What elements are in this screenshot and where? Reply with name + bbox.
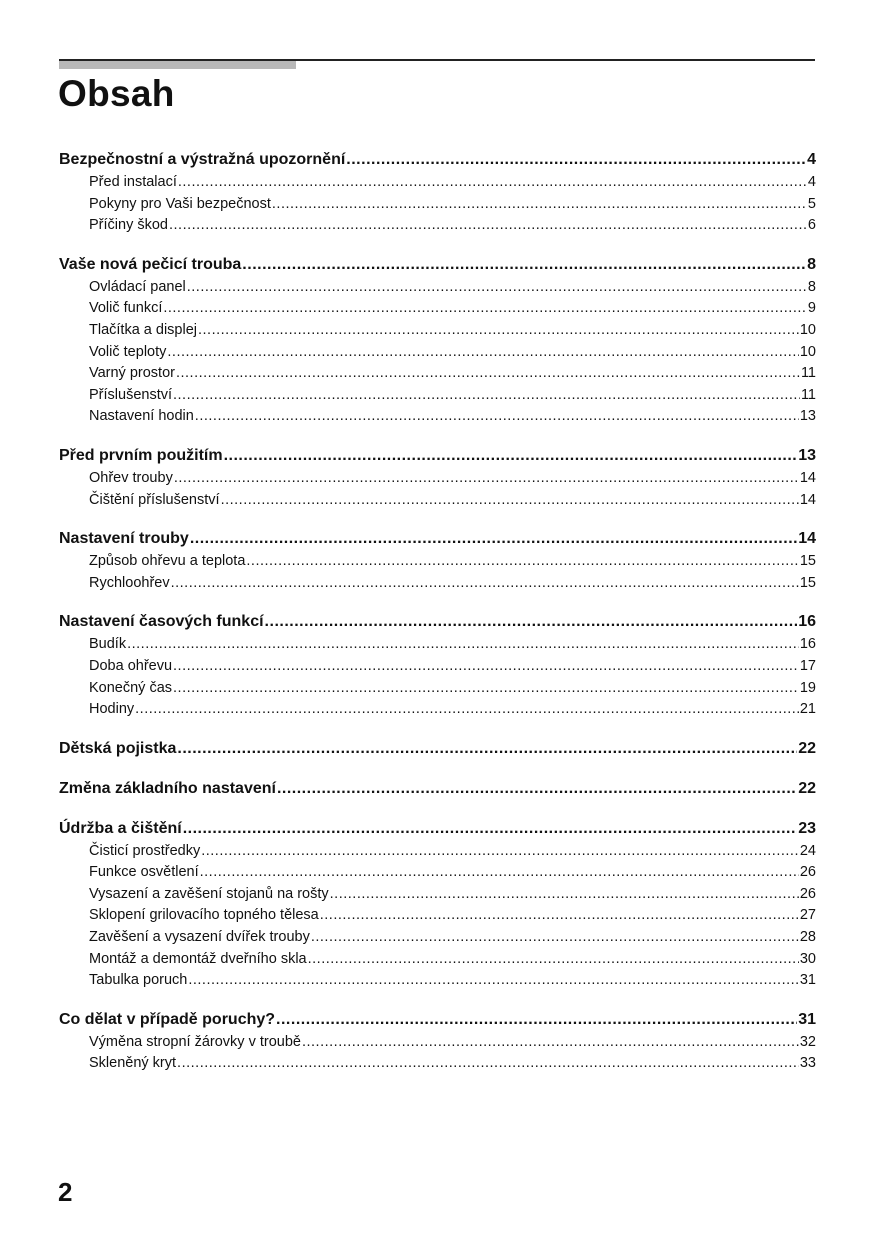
toc-entry[interactable] <box>59 363 816 385</box>
toc-leader-dots <box>169 215 807 237</box>
toc-entry-label: Tabulka poruch <box>89 972 188 989</box>
toc-leader-dots <box>173 385 800 407</box>
toc-leader-dots <box>176 363 800 385</box>
toc-entry-page: 26 <box>799 864 816 881</box>
toc-entry-label: Pokyny pro Vaši bezpečnost <box>89 195 271 212</box>
toc-section-heading[interactable] <box>59 148 816 172</box>
toc-section-title: Co dělat v případě poruchy? <box>59 1010 276 1028</box>
toc-entry[interactable] <box>59 215 816 237</box>
toc-entry[interactable] <box>59 927 816 949</box>
toc-section <box>59 148 816 237</box>
toc-entry-page: 8 <box>807 278 816 295</box>
toc-section <box>59 737 816 761</box>
toc-leader-dots <box>330 884 799 906</box>
toc-entry[interactable] <box>59 949 816 971</box>
toc-entry-label: Výměna stropní žárovky v troubě <box>89 1033 301 1050</box>
toc-entry-page: 17 <box>799 657 816 674</box>
toc-entry-label: Funkce osvětlení <box>89 864 199 881</box>
toc-leader-dots <box>277 777 797 801</box>
toc-entry[interactable] <box>59 573 816 595</box>
toc-entry-label: Zavěšení a vysazení dvířek trouby <box>89 929 310 946</box>
toc-leader-dots <box>177 1053 799 1075</box>
toc-entry[interactable] <box>59 1032 816 1054</box>
toc-entry-page: 14 <box>799 469 816 486</box>
toc-entry-label: Volič funkcí <box>89 300 163 317</box>
toc-entry-label: Způsob ohřevu a teplota <box>89 553 246 570</box>
toc-entry[interactable] <box>59 905 816 927</box>
toc-section-heading[interactable] <box>59 777 816 801</box>
toc-entry-label: Budík <box>89 636 127 653</box>
toc-section-page: 23 <box>798 819 816 837</box>
toc-section-page: 31 <box>798 1010 816 1028</box>
toc-section-title: Nastavení časových funkcí <box>59 613 264 631</box>
toc-entry[interactable] <box>59 320 816 342</box>
toc-entry-page: 4 <box>807 174 816 190</box>
toc-entry[interactable] <box>59 406 816 428</box>
toc-section <box>59 444 816 511</box>
toc-entry-label: Volič teploty <box>89 343 167 360</box>
toc-section-title: Nastavení trouby <box>59 530 189 548</box>
toc-section-title: Údržba a čištění <box>59 819 182 837</box>
toc-leader-dots <box>221 490 799 512</box>
toc-entry[interactable] <box>59 841 816 863</box>
toc-entry-page: 24 <box>799 842 816 859</box>
toc-section-title: Dětská pojistka <box>59 739 177 757</box>
toc-entry-page: 13 <box>799 408 816 425</box>
toc-entry[interactable] <box>59 634 816 656</box>
toc-entry[interactable] <box>59 490 816 512</box>
toc-section-heading[interactable] <box>59 527 816 551</box>
toc-entry-label: Konečný čas <box>89 679 173 696</box>
toc-entry-label: Varný prostor <box>89 365 175 382</box>
toc-entry-page: 14 <box>799 491 816 508</box>
toc-leader-dots <box>308 949 799 971</box>
toc-entry-page: 15 <box>799 574 816 591</box>
toc-entry-label: Sklopení grilovacího topného tělesa <box>89 907 319 924</box>
toc-leader-dots <box>178 172 807 194</box>
toc-section-heading[interactable] <box>59 253 816 277</box>
toc-leader-dots <box>171 573 799 595</box>
toc-entry-label: Skleněný kryt <box>89 1055 177 1072</box>
toc-section <box>59 1008 816 1075</box>
toc-entry[interactable] <box>59 656 816 678</box>
toc-leader-dots <box>246 551 798 573</box>
page-number: 2 <box>58 1177 73 1207</box>
toc-entry-page: 28 <box>799 929 816 946</box>
toc-leader-dots <box>188 970 799 992</box>
toc-entry-label: Příslušenství <box>89 386 172 403</box>
toc-leader-dots <box>135 699 799 721</box>
toc-entry-label: Nastavení hodin <box>89 408 194 425</box>
toc-entry-page: 30 <box>799 950 816 967</box>
toc-section <box>59 527 816 594</box>
toc-leader-dots <box>173 656 799 678</box>
toc-entry-label: Ohřev trouby <box>89 469 173 486</box>
toc-leader-dots <box>187 277 807 299</box>
toc-entry-page: 27 <box>799 907 816 924</box>
table-of-contents <box>59 148 816 1091</box>
toc-leader-dots <box>302 1032 799 1054</box>
toc-entry-label: Rychloohřev <box>89 574 170 591</box>
toc-section-page: 14 <box>798 530 816 548</box>
toc-section <box>59 777 816 801</box>
toc-entry[interactable] <box>59 699 816 721</box>
toc-section-heading[interactable] <box>59 737 816 761</box>
toc-leader-dots <box>320 905 799 927</box>
toc-section-heading[interactable] <box>59 817 816 841</box>
toc-entry-label: Hodiny <box>89 701 135 718</box>
toc-section-title: Vaše nová pečicí trouba <box>59 255 242 273</box>
toc-section <box>59 253 816 428</box>
toc-section-title: Změna základního nastavení <box>59 779 276 797</box>
toc-entry-label: Čištění příslušenství <box>89 491 220 508</box>
toc-section <box>59 817 816 992</box>
toc-entry-page: 31 <box>799 972 816 989</box>
toc-section-heading[interactable] <box>59 444 816 468</box>
toc-entry[interactable] <box>59 970 816 992</box>
toc-section-title: Před prvním použitím <box>59 446 223 464</box>
toc-entry-label: Vysazení a zavěšení stojanů na rošty <box>89 885 329 902</box>
toc-entry[interactable] <box>59 551 816 573</box>
toc-section-page: 8 <box>807 255 816 273</box>
toc-leader-dots <box>265 610 798 634</box>
toc-entry-page: 9 <box>807 300 816 317</box>
toc-entry[interactable] <box>59 298 816 320</box>
toc-section-page: 22 <box>798 779 816 797</box>
toc-entry-page: 11 <box>800 386 816 403</box>
toc-entry-page: 19 <box>799 679 816 696</box>
toc-entry-page: 26 <box>799 885 816 902</box>
toc-leader-dots <box>174 468 799 490</box>
toc-entry-page: 21 <box>799 701 816 718</box>
toc-leader-dots <box>177 737 797 761</box>
toc-entry[interactable] <box>59 862 816 884</box>
toc-leader-dots <box>127 634 799 656</box>
toc-section-heading[interactable] <box>59 1008 816 1032</box>
toc-entry[interactable] <box>59 385 816 407</box>
toc-entry-label: Před instalací <box>89 174 177 190</box>
toc-entry-label: Ovládací panel <box>89 278 186 295</box>
toc-entry-page: 10 <box>799 321 816 338</box>
toc-section-page: 13 <box>798 446 816 464</box>
toc-entry[interactable] <box>59 1053 816 1075</box>
toc-leader-dots <box>173 678 799 700</box>
toc-leader-dots <box>200 862 799 884</box>
toc-leader-dots <box>272 194 807 216</box>
toc-leader-dots <box>276 1008 797 1032</box>
toc-entry-page: 5 <box>807 195 816 212</box>
toc-leader-dots <box>346 148 806 172</box>
toc-entry-label: Doba ohřevu <box>89 657 173 674</box>
toc-section-page: 4 <box>807 151 816 168</box>
toc-leader-dots <box>167 342 798 364</box>
toc-leader-dots <box>198 320 799 342</box>
toc-entry[interactable] <box>59 194 816 216</box>
toc-entry-page: 16 <box>799 636 816 653</box>
toc-leader-dots <box>224 444 798 468</box>
toc-entry[interactable] <box>59 342 816 364</box>
toc-section-page: 22 <box>798 739 816 757</box>
toc-leader-dots <box>163 298 807 320</box>
toc-entry-page: 32 <box>799 1033 816 1050</box>
toc-entry-label: Montáž a demontáž dveřního skla <box>89 950 307 967</box>
toc-leader-dots <box>183 817 798 841</box>
toc-entry[interactable] <box>59 277 816 299</box>
toc-entry-label: Tlačítka a displej <box>89 321 197 338</box>
toc-leader-dots <box>195 406 799 428</box>
toc-entry[interactable] <box>59 172 816 194</box>
toc-leader-dots <box>311 927 799 949</box>
toc-entry-page: 15 <box>799 553 816 570</box>
toc-section-title: Bezpečnostní a výstražná upozornění <box>59 151 346 168</box>
page-title: Obsah <box>58 73 175 114</box>
toc-leader-dots <box>201 841 799 863</box>
toc-entry[interactable] <box>59 468 816 490</box>
toc-entry-page: 6 <box>807 217 816 234</box>
toc-leader-dots <box>190 527 797 551</box>
toc-section-page: 16 <box>798 613 816 631</box>
toc-entry-page: 10 <box>799 343 816 360</box>
toc-leader-dots <box>242 253 806 277</box>
toc-section-heading[interactable] <box>59 610 816 634</box>
toc-entry[interactable] <box>59 884 816 906</box>
toc-entry-label: Příčiny škod <box>89 217 168 234</box>
toc-entry[interactable] <box>59 678 816 700</box>
toc-entry-page: 33 <box>799 1055 816 1072</box>
toc-entry-page: 11 <box>800 365 816 382</box>
header-accent-bar <box>59 61 296 69</box>
toc-entry-label: Čisticí prostředky <box>89 842 201 859</box>
toc-section <box>59 610 816 720</box>
